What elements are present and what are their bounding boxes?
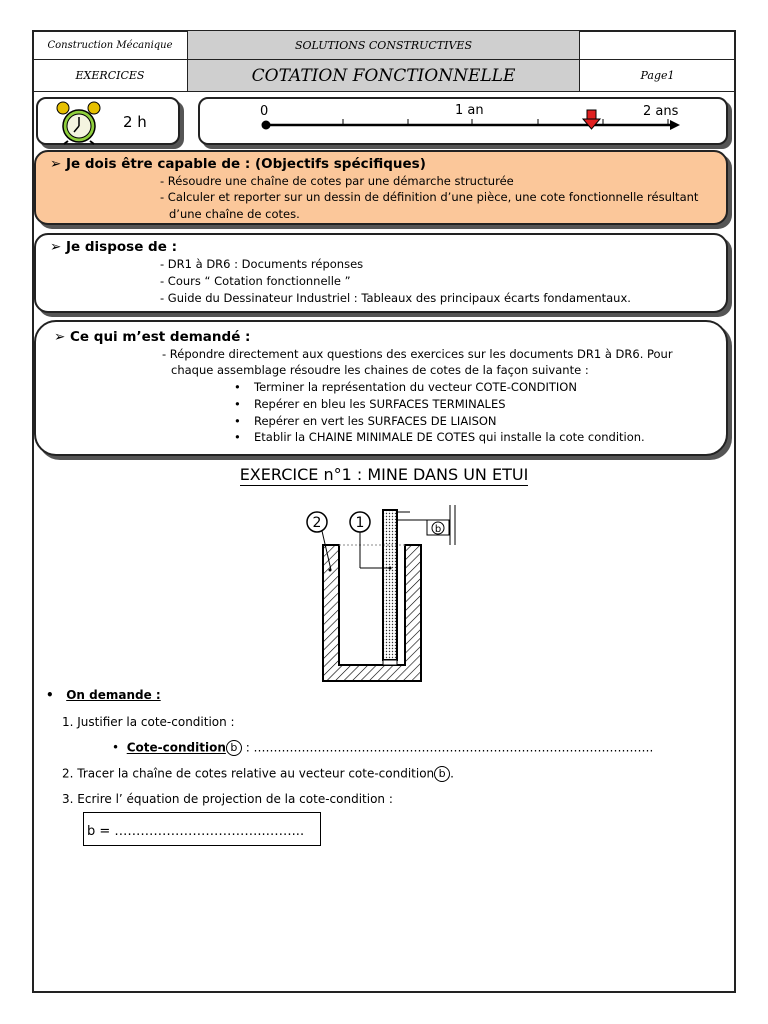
objective-line-1: - Résoudre une chaîne de cotes par une démarche structurée <box>160 174 514 188</box>
condition-label: b <box>434 524 442 535</box>
exercise-title: EXERCICE n°1 : MINE DANS UN ETUI <box>239 465 529 484</box>
header <box>32 30 736 92</box>
timeline-mid: 1 an <box>455 103 484 118</box>
section-cell: SOLUTIONS CONSTRUCTIVES <box>187 30 580 60</box>
answer-box[interactable]: b = ……………………………..……... <box>83 812 321 846</box>
empty-cell <box>579 30 736 60</box>
question-2: 2. Tracer la chaîne de cotes relative au vecteur cote-condition b . <box>62 766 454 781</box>
duration-box <box>36 97 180 145</box>
resources-title: ➢ Je dispose de : <box>50 239 177 255</box>
asked-bullet: • Etablir la CHAINE MINIMALE DE COTES qui installe la cote condition. <box>254 430 645 444</box>
objectives-box <box>34 150 728 225</box>
duration-label: 2 h <box>123 113 147 131</box>
page-number: Page1 <box>579 59 736 92</box>
resource-line-3: - Guide du Dessinateur Industriel : Tableaux des principaux écarts fondamentaux. <box>160 291 631 305</box>
part-label-2: 2 <box>312 515 322 531</box>
objectives-title: ➢ Je dois être capable de : (Objectifs spécifiques) <box>50 156 426 172</box>
part-label-1: 1 <box>355 515 365 531</box>
subject-cell: Construction Mécanique <box>32 30 188 60</box>
timeline-box <box>198 97 728 145</box>
mechanical-drawing <box>295 500 470 685</box>
resource-line-1: - DR1 à DR6 : Documents réponses <box>160 257 364 271</box>
on-demande: • On demande : <box>46 688 161 702</box>
objective-line-3: d’une chaîne de cotes. <box>169 207 300 221</box>
asked-bullet: • Terminer la représentation du vecteur COTE-CONDITION <box>254 380 577 394</box>
question-1: 1. Justifier la cote-condition : <box>62 715 235 729</box>
alarm-clock-icon <box>54 101 104 145</box>
resources-box <box>34 233 728 313</box>
page-title: COTATION FONCTIONNELLE <box>187 59 580 92</box>
asked-line-1: - Répondre directement aux questions des exercices sur les documents DR1 à DR6. Pour <box>162 347 673 361</box>
asked-box <box>34 320 728 456</box>
question-1-sub: • Cote-condition b : ………………………………………………………………………………………. <box>112 740 654 755</box>
timeline-end: 2 ans <box>643 104 679 119</box>
timeline-start: 0 <box>260 104 269 119</box>
asked-bullet: • Repérer en bleu les SURFACES TERMINALES <box>254 397 506 411</box>
condition-symbol-icon: b <box>434 766 450 782</box>
asked-line-2: chaque assemblage résoudre les chaines de cotes de la façon suivante : <box>171 363 589 377</box>
resource-line-2: - Cours “ Cotation fonctionnelle ” <box>160 274 351 288</box>
asked-title: ➢ Ce qui m’est demandé : <box>54 329 251 345</box>
type-cell: EXERCICES <box>32 59 188 92</box>
condition-symbol-icon: b <box>226 740 242 756</box>
asked-bullet: • Repérer en vert les SURFACES DE LIAISON <box>254 414 497 428</box>
question-3: 3. Ecrire l’ équation de projection de la cote-condition : <box>62 792 393 806</box>
objective-line-2: - Calculer et reporter sur un dessin de définition d’une pièce, une cote fonctionnelle résultant <box>160 190 699 204</box>
